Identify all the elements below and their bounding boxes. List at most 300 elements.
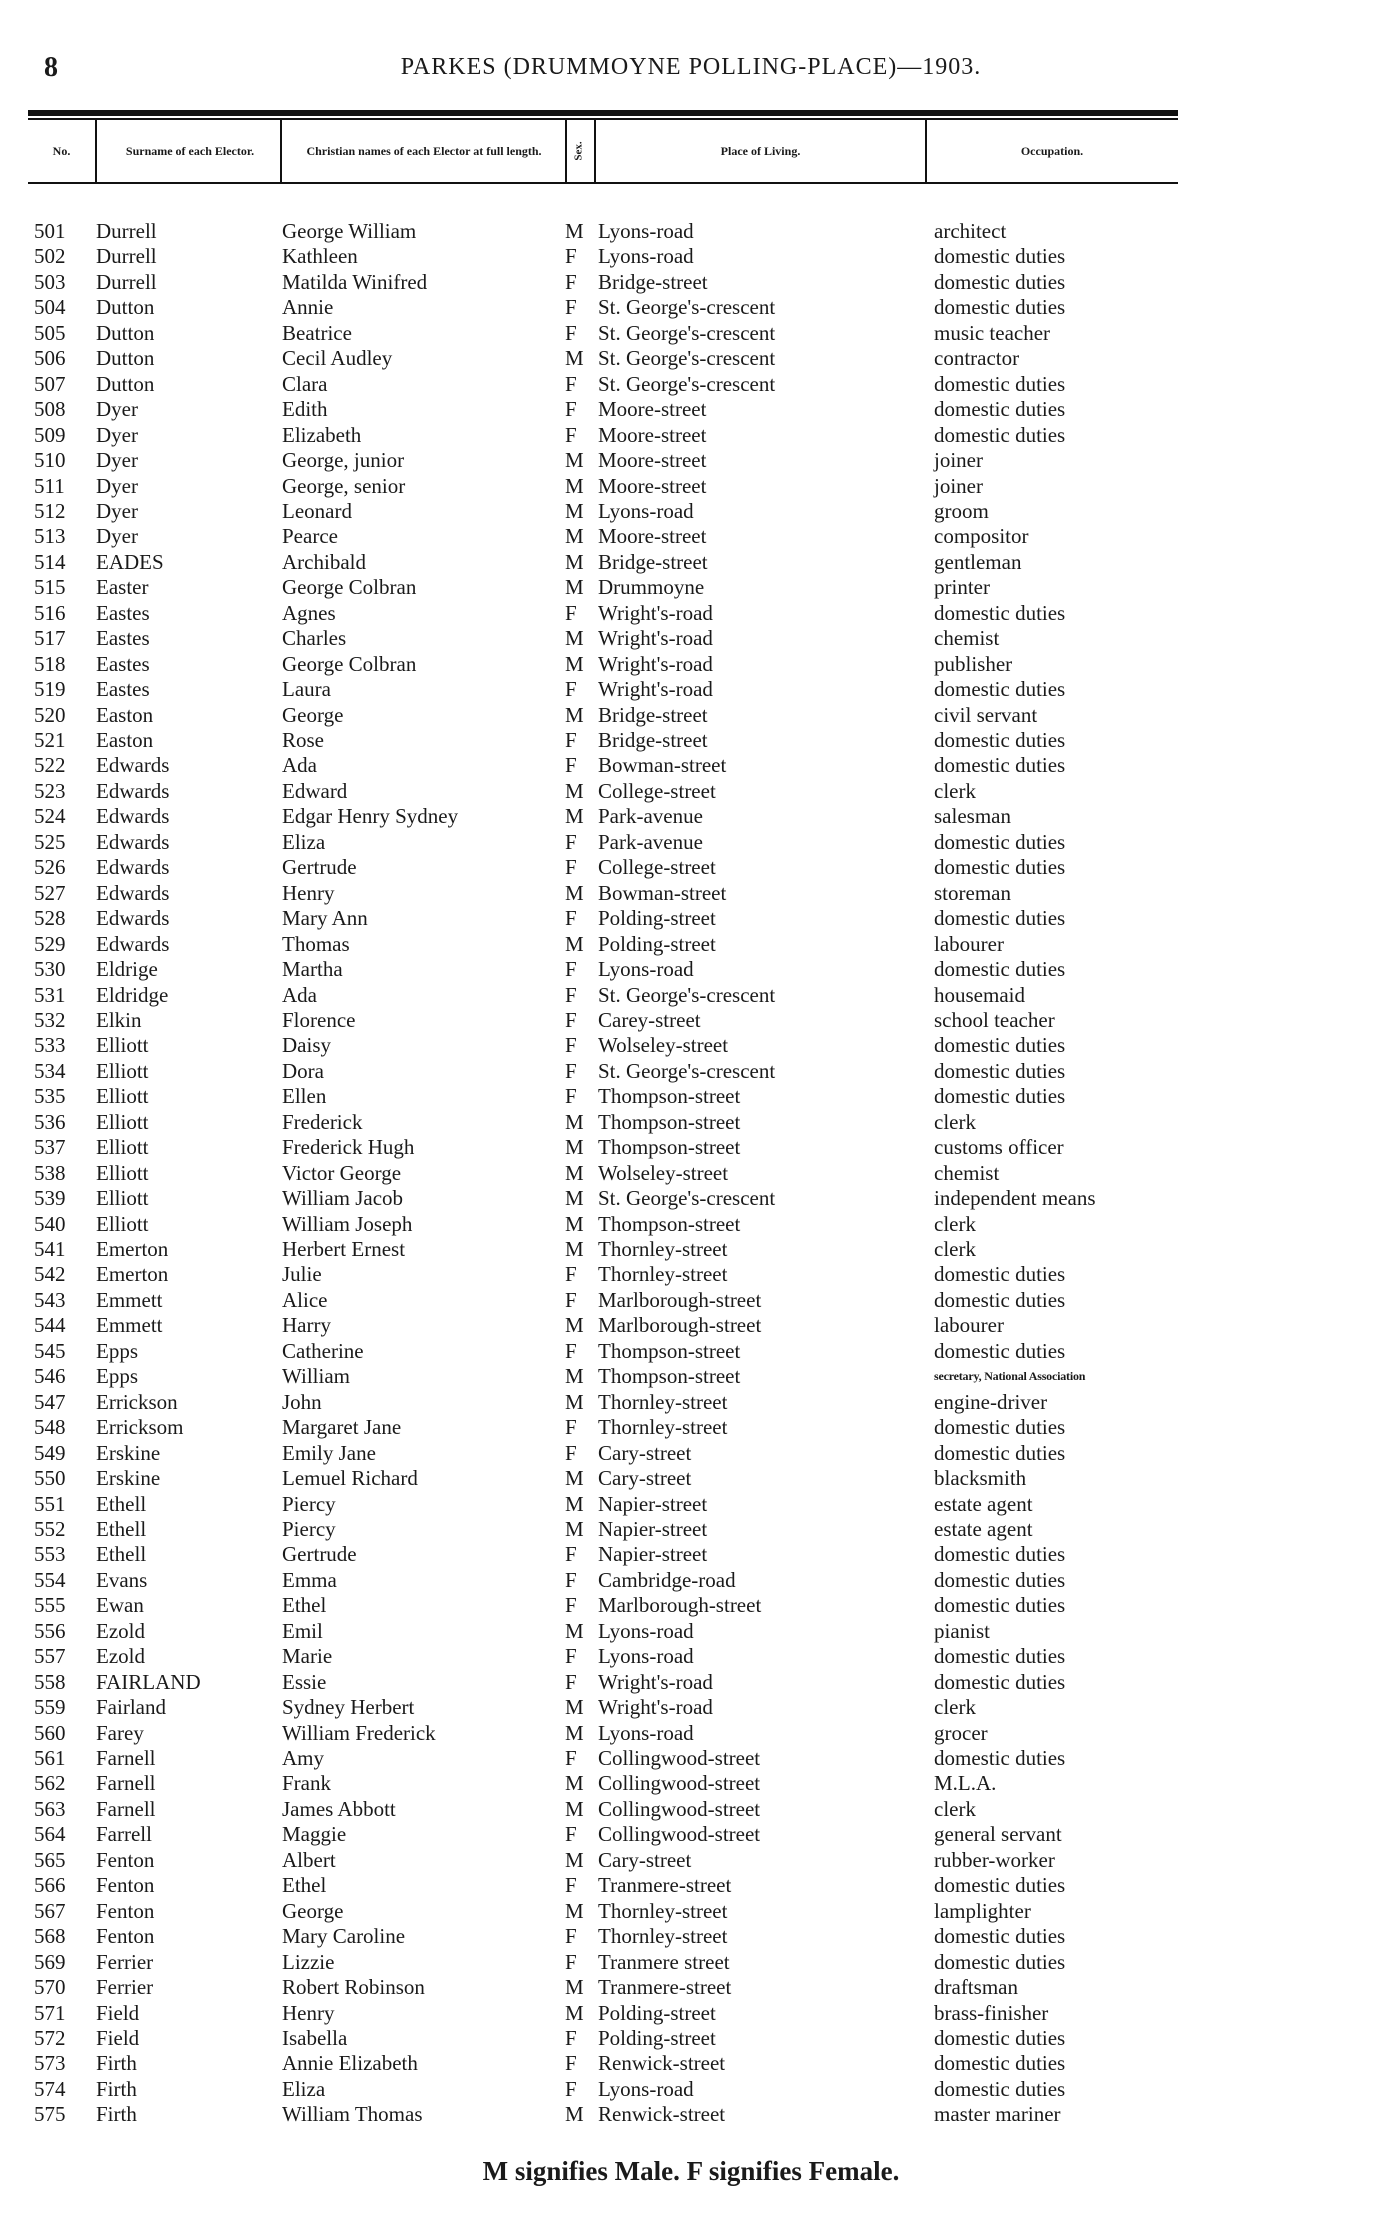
elector-occupation: domestic duties bbox=[934, 2076, 1066, 2101]
elector-surname: EADES bbox=[96, 549, 164, 574]
table-row bbox=[0, 219, 1382, 245]
elector-sex: F bbox=[565, 753, 577, 778]
elector-sex: F bbox=[565, 677, 577, 702]
elector-surname: Firth bbox=[96, 2102, 137, 2127]
elector-place: Thompson-street bbox=[598, 1084, 741, 1109]
elector-surname: Ethell bbox=[96, 1491, 147, 1516]
elector-christian-names: George, junior bbox=[282, 448, 405, 473]
elector-place: Polding-street bbox=[598, 2025, 716, 2050]
elector-place: Lyons-road bbox=[598, 1720, 694, 1745]
elector-number: 504 bbox=[34, 295, 66, 320]
elector-number: 560 bbox=[34, 1720, 66, 1745]
elector-sex: M bbox=[565, 931, 584, 956]
elector-occupation: printer bbox=[934, 575, 990, 600]
elector-sex: F bbox=[565, 1262, 577, 1287]
elector-christian-names: Piercy bbox=[282, 1491, 336, 1516]
table-row bbox=[0, 2001, 1382, 2027]
page-number: 8 bbox=[44, 52, 58, 83]
elector-place: Bowman-street bbox=[598, 880, 727, 905]
elector-place: Polding-street bbox=[598, 906, 716, 931]
elector-place: Cambridge-road bbox=[598, 1567, 736, 1592]
elector-surname: Fenton bbox=[96, 1873, 155, 1898]
elector-number: 512 bbox=[34, 498, 66, 523]
elector-surname: Ferrier bbox=[96, 1949, 154, 1974]
table-row bbox=[0, 855, 1382, 881]
elector-occupation: domestic duties bbox=[934, 1873, 1066, 1898]
elector-surname: Erricksom bbox=[96, 1415, 184, 1440]
elector-sex: M bbox=[565, 346, 584, 371]
table-row bbox=[0, 1721, 1382, 1747]
elector-christian-names: Edith bbox=[282, 397, 328, 422]
elector-sex: F bbox=[565, 1669, 577, 1694]
elector-surname: Elliott bbox=[96, 1058, 149, 1083]
elector-place: Bridge-street bbox=[598, 728, 708, 752]
header-christian-names: Christian names of each Elector at full length. bbox=[306, 143, 542, 158]
table-row bbox=[0, 983, 1382, 1009]
elector-number: 526 bbox=[34, 855, 66, 880]
table-row bbox=[0, 1848, 1382, 1874]
elector-christian-names: Ethel bbox=[282, 1593, 327, 1618]
elector-surname: Edwards bbox=[96, 804, 170, 829]
elector-christian-names: George Colbran bbox=[282, 575, 417, 600]
table-row bbox=[0, 397, 1382, 423]
table-row bbox=[0, 474, 1382, 500]
elector-number: 522 bbox=[34, 753, 66, 778]
elector-sex: F bbox=[565, 1058, 577, 1083]
elector-number: 524 bbox=[34, 804, 66, 829]
elector-surname: Ferrier bbox=[96, 1975, 154, 2000]
elector-christian-names: Gertrude bbox=[282, 1542, 357, 1567]
table-row bbox=[0, 932, 1382, 958]
elector-sex: F bbox=[565, 1440, 577, 1465]
elector-place: Thompson-street bbox=[598, 1211, 741, 1236]
elector-surname: Edwards bbox=[96, 855, 170, 880]
elector-surname: Emmett bbox=[96, 1313, 163, 1338]
table-row bbox=[0, 703, 1382, 729]
elector-sex: M bbox=[565, 1491, 584, 1516]
table-row bbox=[0, 881, 1382, 907]
table-row bbox=[0, 1771, 1382, 1797]
elector-christian-names: Gertrude bbox=[282, 855, 357, 880]
elector-occupation: domestic duties bbox=[934, 397, 1066, 422]
elector-occupation: domestic duties bbox=[934, 1746, 1066, 1770]
elector-number: 551 bbox=[34, 1491, 66, 1516]
elector-occupation: pianist bbox=[934, 1618, 990, 1643]
elector-christian-names: Piercy bbox=[282, 1516, 336, 1541]
elector-sex: M bbox=[565, 575, 584, 600]
elector-place: Thornley-street bbox=[598, 1415, 728, 1440]
elector-christian-names: James Abbott bbox=[282, 1796, 396, 1821]
elector-number: 538 bbox=[34, 1160, 66, 1185]
elector-occupation: engine-driver bbox=[934, 1389, 1048, 1414]
elector-christian-names: Eliza bbox=[282, 2076, 326, 2101]
elector-surname: Fenton bbox=[96, 1847, 155, 1872]
elector-christian-names: George, senior bbox=[282, 473, 406, 498]
elector-sex: F bbox=[565, 600, 577, 625]
table-row bbox=[0, 830, 1382, 856]
elector-christian-names: Lemuel Richard bbox=[282, 1466, 418, 1491]
elector-number: 513 bbox=[34, 524, 66, 549]
elector-occupation: clerk bbox=[934, 1211, 976, 1236]
elector-sex: M bbox=[565, 1720, 584, 1745]
elector-christian-names: Sydney Herbert bbox=[282, 1695, 415, 1720]
elector-christian-names: Harry bbox=[282, 1313, 331, 1338]
elector-number: 563 bbox=[34, 1796, 66, 1821]
elector-place: Lyons-road bbox=[598, 957, 694, 982]
elector-surname: Durrell bbox=[96, 219, 157, 243]
table-row bbox=[0, 2077, 1382, 2103]
elector-number: 568 bbox=[34, 1924, 66, 1949]
elector-place: Thornley-street bbox=[598, 1924, 728, 1949]
elector-number: 570 bbox=[34, 1975, 66, 2000]
elector-surname: Elkin bbox=[96, 1007, 142, 1032]
elector-number: 510 bbox=[34, 448, 66, 473]
elector-place: Wright's-road bbox=[598, 626, 713, 651]
column-divider bbox=[95, 120, 97, 182]
elector-place: Drummoyne bbox=[598, 575, 705, 600]
elector-occupation: publisher bbox=[934, 651, 1013, 676]
elector-christian-names: Victor George bbox=[282, 1160, 402, 1185]
elector-number: 518 bbox=[34, 651, 66, 676]
elector-occupation: domestic duties bbox=[934, 1084, 1066, 1109]
elector-occupation: domestic duties bbox=[934, 1262, 1066, 1287]
elector-surname: Fenton bbox=[96, 1898, 155, 1923]
elector-place: College-street bbox=[598, 855, 716, 880]
elector-place: Tranmere-street bbox=[598, 1975, 732, 2000]
elector-christian-names: George William bbox=[282, 219, 417, 243]
elector-number: 540 bbox=[34, 1211, 66, 1236]
elector-occupation: storeman bbox=[934, 880, 1011, 905]
elector-number: 559 bbox=[34, 1695, 66, 1720]
header-sex-cell bbox=[567, 136, 591, 166]
elector-christian-names: William Joseph bbox=[282, 1211, 413, 1236]
elector-place: Moore-street bbox=[598, 397, 707, 422]
elector-sex: M bbox=[565, 626, 584, 651]
elector-christian-names: Cecil Audley bbox=[282, 346, 393, 371]
header-occupation: Occupation. bbox=[1020, 143, 1084, 158]
elector-christian-names: Charles bbox=[282, 626, 347, 651]
elector-surname: Ezold bbox=[96, 1618, 145, 1643]
elector-surname: Eastes bbox=[96, 651, 150, 676]
elector-christian-names: Catherine bbox=[282, 1338, 364, 1363]
elector-surname: Evans bbox=[96, 1567, 148, 1592]
table-row bbox=[0, 1390, 1382, 1416]
elector-occupation: compositor bbox=[934, 524, 1029, 549]
elector-occupation: domestic duties bbox=[934, 753, 1066, 778]
elector-number: 554 bbox=[34, 1567, 66, 1592]
elector-place: Renwick-street bbox=[598, 2102, 726, 2127]
elector-occupation: music teacher bbox=[934, 320, 1051, 345]
elector-place: Moore-street bbox=[598, 422, 707, 447]
elector-occupation: domestic duties bbox=[934, 855, 1066, 880]
elector-christian-names: Beatrice bbox=[282, 320, 352, 345]
elector-number: 562 bbox=[34, 1771, 66, 1796]
header-sex: Sex. bbox=[573, 141, 585, 161]
elector-number: 564 bbox=[34, 1822, 66, 1847]
elector-sex: M bbox=[565, 1135, 584, 1160]
elector-surname: Easter bbox=[96, 575, 149, 600]
elector-number: 531 bbox=[34, 982, 66, 1007]
elector-sex: M bbox=[565, 1313, 584, 1338]
elector-christian-names: Eliza bbox=[282, 829, 326, 854]
elector-sex: F bbox=[565, 371, 577, 396]
table-row bbox=[0, 1135, 1382, 1161]
elector-place: Marlborough-street bbox=[598, 1287, 762, 1312]
elector-occupation: rubber-worker bbox=[934, 1847, 1055, 1872]
elector-surname: Elliott bbox=[96, 1135, 149, 1160]
elector-christian-names: Margaret Jane bbox=[282, 1415, 402, 1440]
elector-sex: M bbox=[565, 1109, 584, 1134]
elector-occupation: estate agent bbox=[934, 1491, 1033, 1516]
elector-place: Collingwood-street bbox=[598, 1796, 761, 1821]
elector-place: Wright's-road bbox=[598, 600, 713, 625]
elector-surname: Elliott bbox=[96, 1160, 149, 1185]
elector-sex: F bbox=[565, 320, 577, 345]
elector-place: Tranmere-street bbox=[598, 1873, 732, 1898]
elector-place: Renwick-street bbox=[598, 2051, 726, 2076]
column-divider bbox=[280, 120, 282, 182]
elector-surname: Ezold bbox=[96, 1644, 145, 1669]
elector-surname: Epps bbox=[96, 1338, 138, 1363]
elector-number: 502 bbox=[34, 244, 66, 269]
elector-place: St. George's-crescent bbox=[598, 1186, 776, 1211]
elector-sex: F bbox=[565, 397, 577, 422]
elector-number: 571 bbox=[34, 2000, 66, 2025]
elector-christian-names: Ethel bbox=[282, 1873, 327, 1898]
elector-number: 534 bbox=[34, 1058, 66, 1083]
elector-sex: F bbox=[565, 1287, 577, 1312]
elector-place: Marlborough-street bbox=[598, 1313, 762, 1338]
table-row bbox=[0, 524, 1382, 550]
elector-surname: Firth bbox=[96, 2076, 137, 2101]
elector-surname: Elliott bbox=[96, 1186, 149, 1211]
elector-number: 503 bbox=[34, 269, 66, 294]
elector-number: 511 bbox=[34, 473, 65, 498]
header-rule-thin bbox=[28, 118, 1178, 120]
elector-christian-names: Mary Caroline bbox=[282, 1924, 406, 1949]
elector-christian-names: Albert bbox=[282, 1847, 336, 1872]
elector-occupation: domestic duties bbox=[934, 269, 1066, 294]
elector-christian-names: Herbert Ernest bbox=[282, 1237, 406, 1261]
elector-number: 529 bbox=[34, 931, 66, 956]
elector-surname: Eldridge bbox=[96, 982, 169, 1007]
elector-occupation: clerk bbox=[934, 1796, 976, 1821]
elector-christian-names: William Jacob bbox=[282, 1186, 404, 1211]
elector-surname: Elliott bbox=[96, 1084, 149, 1109]
elector-place: Bridge-street bbox=[598, 269, 708, 294]
elector-place: Collingwood-street bbox=[598, 1771, 761, 1796]
elector-occupation: domestic duties bbox=[934, 1440, 1066, 1465]
elector-occupation: labourer bbox=[934, 1313, 1004, 1338]
elector-christian-names: Elizabeth bbox=[282, 422, 362, 447]
elector-sex: M bbox=[565, 1211, 584, 1236]
elector-number: 546 bbox=[34, 1364, 66, 1389]
table-row bbox=[0, 1695, 1382, 1721]
elector-number: 553 bbox=[34, 1542, 66, 1567]
elector-surname: Dyer bbox=[96, 473, 138, 498]
elector-surname: Farnell bbox=[96, 1796, 156, 1821]
elector-sex: F bbox=[565, 244, 577, 269]
table-row bbox=[0, 1873, 1382, 1899]
elector-place: Carey-street bbox=[598, 1007, 701, 1032]
elector-sex: F bbox=[565, 1873, 577, 1898]
table-row bbox=[0, 2102, 1382, 2128]
table-row bbox=[0, 423, 1382, 449]
elector-christian-names: George Colbran bbox=[282, 651, 417, 676]
elector-sex: F bbox=[565, 1746, 577, 1770]
elector-number: 533 bbox=[34, 1033, 66, 1058]
table-row bbox=[0, 372, 1382, 398]
elector-sex: F bbox=[565, 1084, 577, 1109]
elector-christian-names: Frederick Hugh bbox=[282, 1135, 415, 1160]
elector-sex: F bbox=[565, 269, 577, 294]
elector-occupation: domestic duties bbox=[934, 1415, 1066, 1440]
elector-occupation: domestic duties bbox=[934, 2025, 1066, 2050]
table-row bbox=[0, 1212, 1382, 1238]
elector-surname: Eastes bbox=[96, 677, 150, 702]
elector-number: 535 bbox=[34, 1084, 66, 1109]
elector-number: 569 bbox=[34, 1949, 66, 1974]
elector-surname: Eldrige bbox=[96, 957, 158, 982]
elector-place: Moore-street bbox=[598, 473, 707, 498]
elector-surname: Easton bbox=[96, 728, 154, 752]
elector-occupation: domestic duties bbox=[934, 422, 1066, 447]
elector-sex: M bbox=[565, 1389, 584, 1414]
elector-number: 525 bbox=[34, 829, 66, 854]
elector-surname: Edwards bbox=[96, 753, 170, 778]
elector-sex: F bbox=[565, 2025, 577, 2050]
elector-sex: F bbox=[565, 982, 577, 1007]
elector-christian-names: Henry bbox=[282, 2000, 335, 2025]
elector-sex: M bbox=[565, 549, 584, 574]
elector-christian-names: Agnes bbox=[282, 600, 336, 625]
elector-sex: F bbox=[565, 1924, 577, 1949]
elector-occupation: domestic duties bbox=[934, 1033, 1066, 1058]
elector-sex: M bbox=[565, 1847, 584, 1872]
elector-occupation: draftsman bbox=[934, 1975, 1018, 2000]
header-no: No. bbox=[52, 143, 71, 158]
elector-surname: Farnell bbox=[96, 1746, 156, 1770]
elector-place: Napier-street bbox=[598, 1516, 708, 1541]
elector-occupation: M.L.A. bbox=[934, 1771, 997, 1796]
elector-sex: M bbox=[565, 2102, 584, 2127]
elector-number: 509 bbox=[34, 422, 66, 447]
elector-sex: M bbox=[565, 473, 584, 498]
elector-sex: F bbox=[565, 1542, 577, 1567]
elector-place: Marlborough-street bbox=[598, 1593, 762, 1618]
elector-surname: Ethell bbox=[96, 1542, 147, 1567]
elector-occupation: domestic duties bbox=[934, 2051, 1066, 2076]
elector-number: 523 bbox=[34, 778, 66, 803]
elector-place: Tranmere street bbox=[598, 1949, 730, 1974]
elector-sex: F bbox=[565, 1644, 577, 1669]
elector-number: 501 bbox=[34, 219, 66, 243]
elector-occupation: domestic duties bbox=[934, 829, 1066, 854]
elector-occupation: general servant bbox=[934, 1822, 1062, 1847]
elector-christian-names: Edward bbox=[282, 778, 348, 803]
table-row bbox=[0, 1593, 1382, 1619]
elector-place: Bridge-street bbox=[598, 549, 708, 574]
elector-christian-names: Annie bbox=[282, 295, 334, 320]
elector-number: 547 bbox=[34, 1389, 66, 1414]
elector-sex: F bbox=[565, 906, 577, 931]
table-row bbox=[0, 1186, 1382, 1212]
elector-occupation: customs officer bbox=[934, 1135, 1064, 1160]
elector-surname: Farrell bbox=[96, 1822, 152, 1847]
table-row bbox=[0, 1084, 1382, 1110]
elector-sex: M bbox=[565, 1237, 584, 1261]
elector-occupation: domestic duties bbox=[934, 371, 1066, 396]
elector-sex: M bbox=[565, 1160, 584, 1185]
table-row bbox=[0, 1110, 1382, 1136]
elector-christian-names: Dora bbox=[282, 1058, 324, 1083]
elector-sex: M bbox=[565, 524, 584, 549]
elector-occupation: master mariner bbox=[934, 2102, 1061, 2127]
elector-number: 536 bbox=[34, 1109, 66, 1134]
elector-place: St. George's-crescent bbox=[598, 320, 776, 345]
elector-number: 530 bbox=[34, 957, 66, 982]
elector-occupation: joiner bbox=[934, 473, 983, 498]
table-row bbox=[0, 1008, 1382, 1034]
table-row bbox=[0, 1924, 1382, 1950]
elector-place: Wright's-road bbox=[598, 651, 713, 676]
elector-occupation: groom bbox=[934, 498, 989, 523]
elector-christian-names: Leonard bbox=[282, 498, 352, 523]
elector-surname: Erskine bbox=[96, 1466, 161, 1491]
elector-place: Wolseley-street bbox=[598, 1033, 729, 1058]
elector-sex: M bbox=[565, 1364, 584, 1389]
table-row bbox=[0, 499, 1382, 525]
elector-sex: M bbox=[565, 1466, 584, 1491]
elector-christian-names: Daisy bbox=[282, 1033, 331, 1058]
elector-surname: Emerton bbox=[96, 1262, 169, 1287]
table-row bbox=[0, 1288, 1382, 1314]
elector-christian-names: Emma bbox=[282, 1567, 337, 1592]
elector-place: Lyons-road bbox=[598, 244, 694, 269]
elector-number: 558 bbox=[34, 1669, 66, 1694]
elector-occupation: domestic duties bbox=[934, 728, 1066, 752]
table-row bbox=[0, 2051, 1382, 2077]
elector-number: 550 bbox=[34, 1466, 66, 1491]
elector-surname: Edwards bbox=[96, 880, 170, 905]
elector-sex: M bbox=[565, 1695, 584, 1720]
elector-christian-names: Amy bbox=[282, 1746, 324, 1770]
elector-sex: M bbox=[565, 702, 584, 727]
table-row bbox=[0, 1899, 1382, 1925]
elector-sex: F bbox=[565, 422, 577, 447]
elector-place: Wolseley-street bbox=[598, 1160, 729, 1185]
elector-christian-names: Edgar Henry Sydney bbox=[282, 804, 459, 829]
elector-surname: Eastes bbox=[96, 600, 150, 625]
footer-legend: M signifies Male. F signifies Female. bbox=[482, 2156, 900, 2186]
page-title: PARKES (DRUMMOYNE POLLING-PLACE)—1903. bbox=[400, 54, 982, 80]
elector-surname: Eastes bbox=[96, 626, 150, 651]
elector-surname: FAIRLAND bbox=[96, 1669, 201, 1694]
table-row bbox=[0, 957, 1382, 983]
elector-place: Cary-street bbox=[598, 1440, 692, 1465]
elector-number: 544 bbox=[34, 1313, 66, 1338]
elector-occupation: domestic duties bbox=[934, 1593, 1066, 1618]
elector-place: Cary-street bbox=[598, 1466, 692, 1491]
elector-christian-names: Frederick bbox=[282, 1109, 363, 1134]
table-row bbox=[0, 1364, 1382, 1390]
table-row bbox=[0, 1619, 1382, 1645]
elector-surname: Erskine bbox=[96, 1440, 161, 1465]
elector-number: 574 bbox=[34, 2076, 66, 2101]
elector-christian-names: Clara bbox=[282, 371, 328, 396]
elector-surname: Dyer bbox=[96, 397, 138, 422]
elector-place: St. George's-crescent bbox=[598, 371, 776, 396]
